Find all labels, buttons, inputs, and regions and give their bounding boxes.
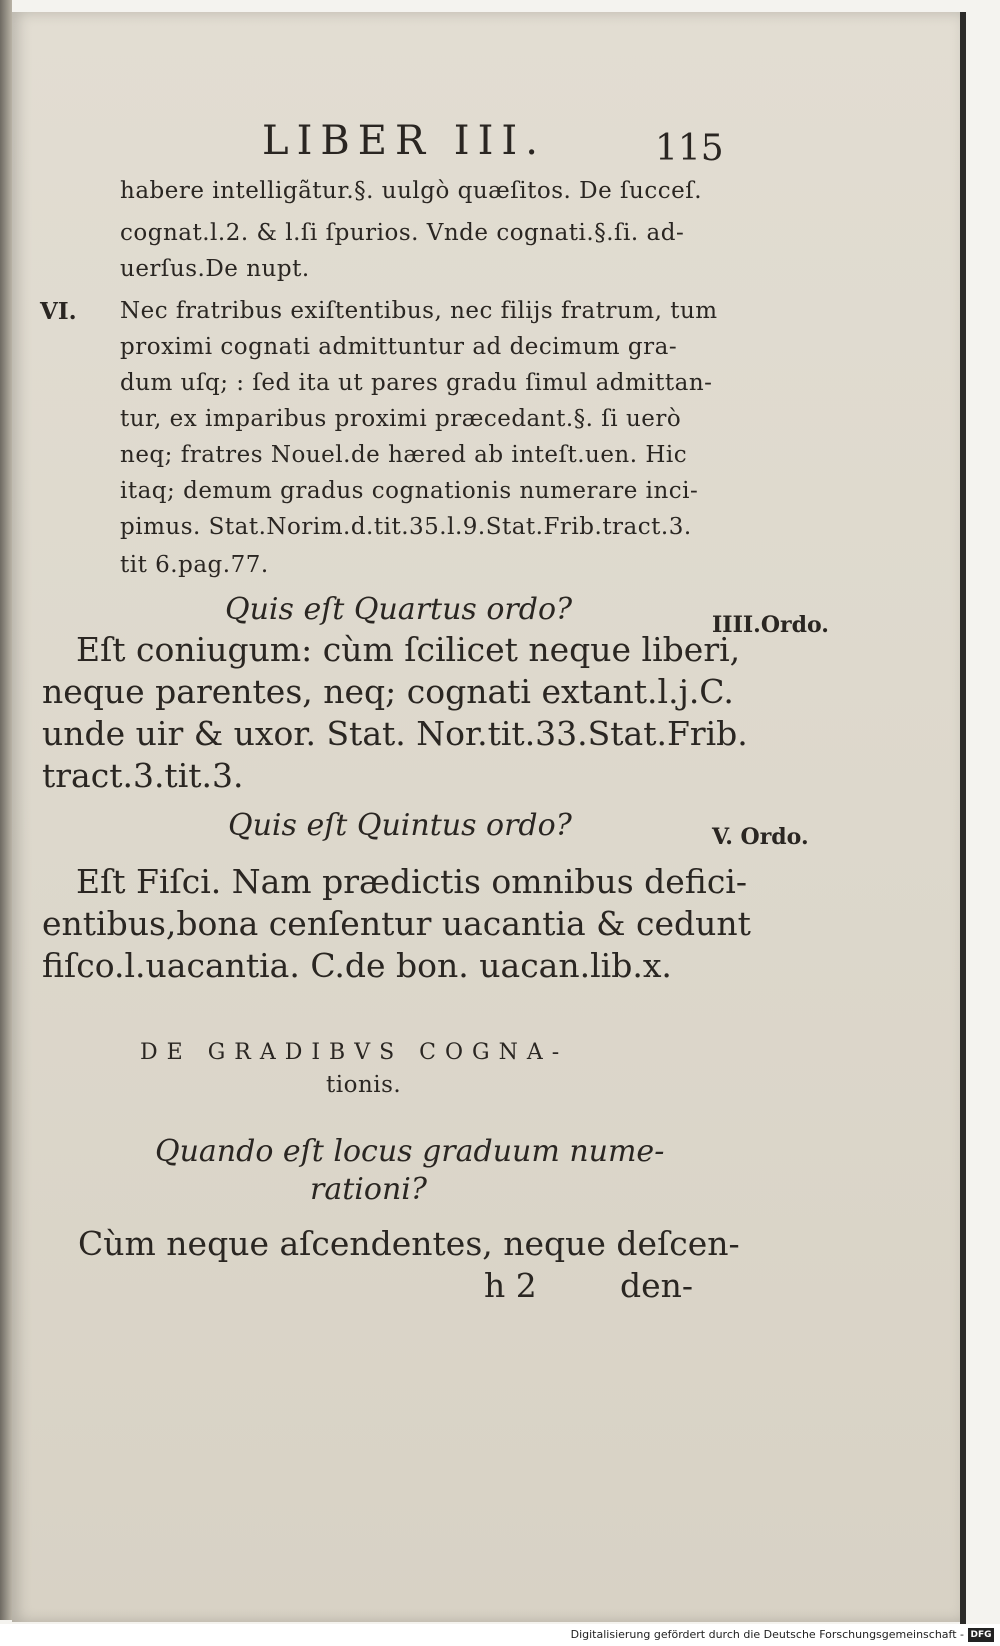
catchword: den- (620, 1266, 694, 1305)
text-line: tit 6.pag.77. (120, 552, 269, 578)
digitization-footer (0, 1624, 1000, 1646)
question-heading: Quis eſt Quartus ordo? (225, 592, 573, 627)
question-heading: Quis eſt Quintus ordo? (228, 808, 572, 843)
page-edge (960, 12, 966, 1624)
dfg-logo: DFG (968, 1628, 994, 1642)
page-gutter-shadow (0, 0, 12, 1620)
text-line: Nec fratribus exiſtentibus, nec filijs fratrum, tum (120, 298, 718, 324)
text-line: habere intelligãtur.§. uulgò quæſitos. De ſucceſ. (120, 178, 703, 204)
question-heading-continued: rationi? (310, 1172, 427, 1207)
answer-line: Eſt Fiſci. Nam prædictis omnibus defici- (76, 862, 748, 901)
text-line: proximi cognati admittuntur ad decimum gra- (120, 334, 678, 360)
running-header: LIBER III. (262, 118, 546, 164)
footer-credit: Digitalisierung gefördert durch die Deutsche Forschungsgemeinschaft - (570, 1628, 964, 1641)
text-line: cognat.l.2. & l.ſi ſpurios. Vnde cognati.§.ſi. ad- (120, 220, 685, 246)
margin-note: V. Ordo. (712, 824, 809, 850)
answer-line: entibus,bona cenſentur uacantia & cedunt (42, 904, 751, 943)
section-number: VI. (40, 298, 77, 325)
page-number: 115 (655, 128, 724, 169)
section-title-continued: tionis. (326, 1072, 402, 1098)
answer-line: neque parentes, neq; cognati extant.l.j.C. (42, 672, 734, 711)
signature-mark: h 2 (484, 1266, 537, 1305)
text-line: dum uſq; : ſed ita ut pares gradu ſimul admittan- (120, 370, 713, 396)
answer-line: unde uir & uxor. Stat. Nor.tit.33.Stat.Frib. (42, 714, 748, 753)
section-title: DE GRADIBVS COGNA- (140, 1040, 569, 1065)
question-heading: Quando eſt locus graduum nume- (155, 1134, 665, 1169)
answer-line: Eſt coniugum: cùm ſcilicet neque liberi, (76, 630, 741, 669)
margin-note: IIII.Ordo. (712, 612, 829, 638)
text-line: pimus. Stat.Norim.d.tit.35.l.9.Stat.Frib.tract.3. (120, 514, 692, 540)
text-line: tur, ex imparibus proximi præcedant.§. ſi uerò (120, 406, 682, 432)
answer-line: fiſco.l.uacantia. C.de bon. uacan.lib.x. (42, 946, 672, 985)
answer-line: tract.3.tit.3. (42, 756, 244, 795)
text-line: neq; fratres Nouel.de hæred ab inteſt.uen. Hic (120, 442, 688, 468)
text-line: uerſus.De nupt. (120, 256, 310, 282)
text-line: itaq; demum gradus cognationis numerare inci- (120, 478, 699, 504)
answer-line: Cùm neque aſcendentes, neque deſcen- (78, 1224, 740, 1263)
